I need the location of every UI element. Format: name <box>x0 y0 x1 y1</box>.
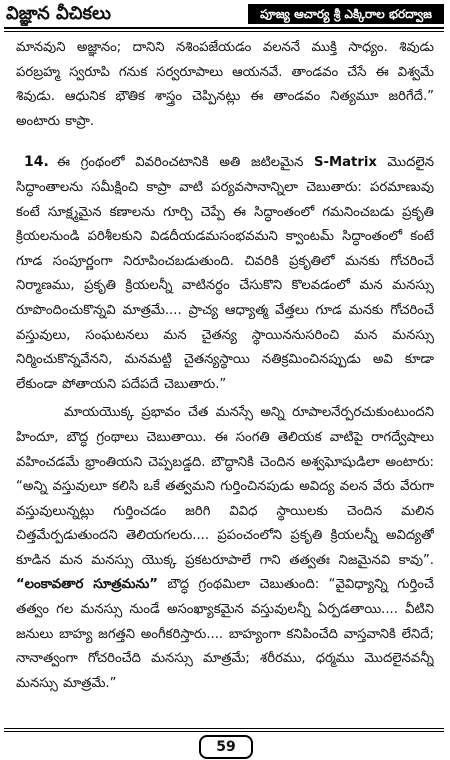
paragraph-maya-text-a: మాయయొక్క ప్రభావం చేత మనస్సే అన్ని రూపాలనేర్పరచుకుంటుందని హిందూ, బౌద్ధ గ్రంథాలు చెబుతాయి. ఈ సంగతి తెలియక వాటిపై రాగద్వేషాలు వహించడమే భ్రాంతియని చెప్పబడ్డది. బౌద్ధానికి చెందిన అశ్వఘోషుడిలా అంటారు: “అన్ని వస్తువులూ కలిసి ఒకే తత్వమని గుర్తించినపుడు అవిద్య వలన వేరు వేరుగా వస్తువులున్నట్లు గుర్తించడం జరిగి వివిధ స్థాయిలకు చెందిన మలిన చిత్తమేర్పడుతుందని తెలియగలరు.... ప్రపంచంలోని ప్రకృతి క్రియలన్నీ అవిద్యతో కూడిన మన మనస్సు యొక్క ప్రకటరూపాలే గాని తత్వతః నిజమైనవి కావు”. <box>16 405 434 568</box>
paragraph-1: మానవుని అజ్ఞానం; దానిని నశింపజేయడం వలననే ముక్తి సాధ్యం. శివుడు పరబ్రహ్మ స్వరూపి గనుక సర్వరూపాలు ఆయనవే. తాండవం చేసే ఈ విశ్వమే శివుడు. ఆధునిక భౌతిక శాస్త్రం చెప్పినట్లు ఈ తాండవం నిత్యమూ జరిగేదే.” అంటారు కాప్రా. <box>16 40 434 129</box>
paragraph-14 <box>16 150 434 397</box>
s-matrix-term: S-Matrix <box>314 155 377 171</box>
header-rule <box>4 27 444 29</box>
author-banner: పూజ్య ఆచార్య శ్రీ ఎక్కిరాల భరద్వాజ <box>248 4 444 24</box>
paragraph-maya-text-b: బౌద్ధ గ్రంథమిలా చెబుతుంది: “వైవిధ్యాన్ని గుర్తించే తత్వం గల మనస్సు నుండే అసంఖ్యాకమైన వస్తువులన్నీ ఏర్పడతాయి.... వీటిని జనులు బాహ్య జగత్తని అంగీకరిస్తారు.... బాహ్యంగా కనిపించేది వాస్తవానికి లేనిదే; నానాత్వంగా గోచరించేది మనస్సు మాత్రమే; శరీరము, ధర్మము మొదలైనవన్నీ మనస్సు మాత్రమే.” <box>16 577 434 691</box>
paragraph-number: 14. <box>24 154 49 171</box>
footer-rule <box>4 728 444 729</box>
book-title: విజ్ఞాన వీచికలు <box>6 3 111 24</box>
paragraph-14-text-a: ఈ గ్రంథంలో వివరించటానికి అతి జటిలమైన <box>56 155 315 171</box>
paragraph-maya <box>16 401 434 696</box>
page-number: 59 <box>199 735 253 759</box>
header-rule-thin <box>4 31 444 32</box>
footer-rule-lower <box>4 731 444 732</box>
page-header <box>4 2 444 28</box>
paragraph-14-text-b: మొదలైన సిద్ధాంతాలను సమీక్షించి కాప్రా వాటి పర్యవసానాన్నిలా చెబుతారు: పరమాణువు కంటే సూక్ష్మమైన కణాలను గూర్చి చెప్పే ఈ సిద్ధాంతంలో గమనించబడు ప్రకృతి క్రియలనుండి పరిశీలకుని విడదీయడమసంభవమని క్వాంటమ్ సిద్ధాంతంలో కంటే గూడ సంపూర్ణంగా నిరూపించబడుతుంది. చివరికి ప్రకృతిలో మనకు గోచరించే నిర్మాణము, ప్రకృతి క్రియలన్నీ వాటినర్థం చేసుకొని కొలవడంలో మన మనస్సు రూపొందించుకొన్నవి మాత్రమే.... ప్రాచ్య ఆధ్యాత్మ వేత్తలు గూడ మనకు గోచరించే వస్తువులు, సంఘటనలు మన చైతన్య స్థాయిననుసరించి మన మనస్సు నిర్మించుకొన్నవేనని, మనమట్టి చైతన్యస్థాయి నతిక్రమించినప్పుడు అవి కూడా లేకుండా పోతాయని పదేపదే చెబుతారు.” <box>16 155 434 392</box>
lankavatara-sutra-title: “లంకావతార సూత్రమను” <box>16 577 158 593</box>
body-text <box>16 36 434 716</box>
